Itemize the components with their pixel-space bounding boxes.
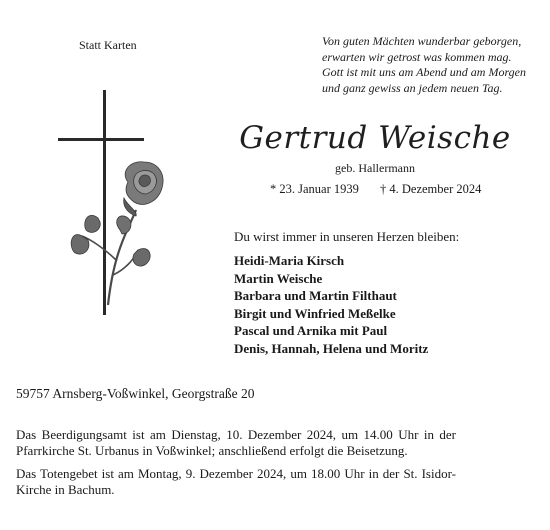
address: 59757 Arnsberg-Voßwinkel, Georgstraße 20 (16, 386, 255, 401)
death-date: † 4. Dezember 2024 (380, 182, 482, 196)
mourner-name: Barbara und Martin Filthaut (234, 288, 397, 303)
cross-icon (58, 90, 144, 315)
birth-name: geb. Hallermann (335, 161, 415, 175)
poem-line: Von guten Mächten wunderbar geborgen, (322, 34, 522, 48)
poem-line: erwarten wir getrost was kommen mag. (322, 49, 512, 64)
funeral-notice: Das Beerdigungsamt ist am Dienstag, 10. Dezember 2024, um 14.00 Uhr in der Pfarrkirche St. Urbanus in Voßwinkel; anschließend erfolgt die Beisetzung. (16, 427, 456, 458)
mourner-name: Denis, Hannah, Helena und Moritz (234, 340, 429, 356)
motto: Du wirst immer in unseren Herzen bleiben: (234, 229, 460, 244)
mourner-name: Birgit und Winfried Meßelke (234, 305, 396, 321)
deceased-name: Gertrud Weische (239, 120, 511, 156)
cross-with-rose-illustration (58, 90, 168, 325)
poem-line: und ganz gewiss an jedem neuen Tag. (322, 80, 503, 95)
poem-line: Gott ist mit uns am Abend und am Morgen (322, 65, 526, 79)
poem (322, 34, 526, 96)
life-dates (270, 182, 499, 197)
mourners-list (234, 252, 428, 357)
statt-karten-label: Statt Karten (79, 38, 137, 52)
mourner-name: Martin Weische (234, 270, 323, 286)
birth-date: * 23. Januar 1939 (270, 182, 359, 196)
mourner-name: Heidi-Maria Kirsch (234, 253, 345, 268)
rose-icon (71, 162, 163, 305)
prayer-notice: Das Totengebet ist am Montag, 9. Dezember 2024, um 18.00 Uhr in der St. Isidor-Kirche in Bachum. (16, 466, 456, 497)
mourner-name: Pascal und Arnika mit Paul (234, 323, 388, 338)
